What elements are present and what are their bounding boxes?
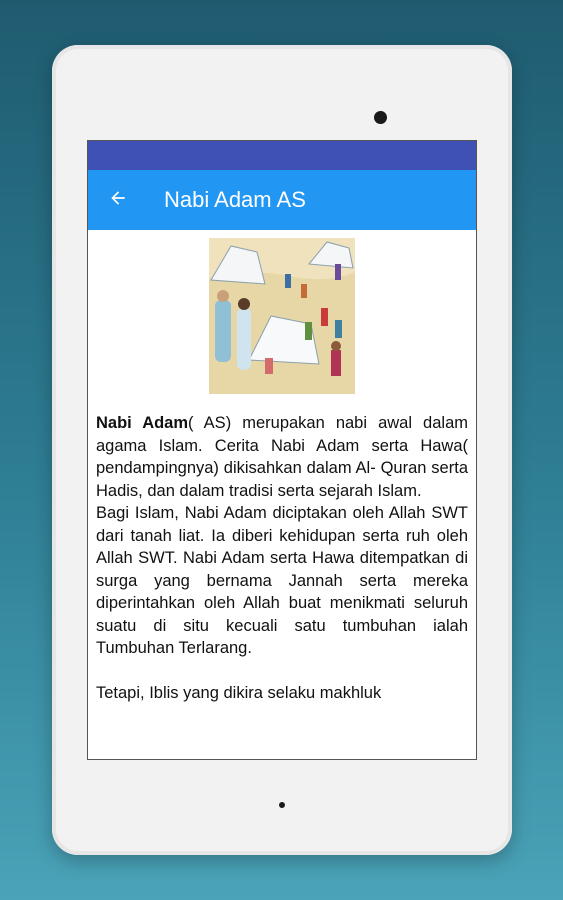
tablet-frame bbox=[52, 45, 512, 855]
story-illustration bbox=[209, 238, 355, 394]
paragraph-2: Bagi Islam, Nabi Adam diciptakan oleh Allah SWT dari tanah liat. Ia diberi kehidupan serta ruh oleh Allah SWT. Nabi Adam serta Hawa ditempatkan di surga yang bernama Jannah serta mereka diperintahkan oleh Allah buat menikmati seluruh suatu di situ kecuali satu tumbuhan ialah Tumbuhan Terlarang. bbox=[96, 504, 468, 657]
status-bar bbox=[88, 141, 476, 170]
article-content bbox=[88, 230, 476, 704]
page-title: Nabi Adam AS bbox=[164, 187, 306, 212]
article-text bbox=[96, 412, 468, 704]
paragraph-3: Tetapi, Iblis yang dikira selaku makhluk bbox=[96, 683, 382, 702]
app-screen bbox=[87, 140, 477, 760]
bold-name: Nabi Adam bbox=[96, 414, 189, 432]
back-button[interactable] bbox=[88, 170, 148, 230]
arrow-left-icon bbox=[108, 188, 128, 213]
paragraph-1 bbox=[96, 412, 468, 502]
camera-dot bbox=[374, 111, 387, 124]
paragraph-1-text: ( AS) merupakan nabi awal dalam agama Islam. Cerita Nabi Adam serta Hawa( pendampingnya) dikisahkan dalam Al- Quran serta Hadis, dan dalam tradisi serta sejarah Islam. bbox=[96, 414, 468, 500]
paragraph-gap bbox=[96, 660, 468, 682]
home-indicator bbox=[279, 802, 285, 808]
app-bar bbox=[88, 170, 476, 230]
